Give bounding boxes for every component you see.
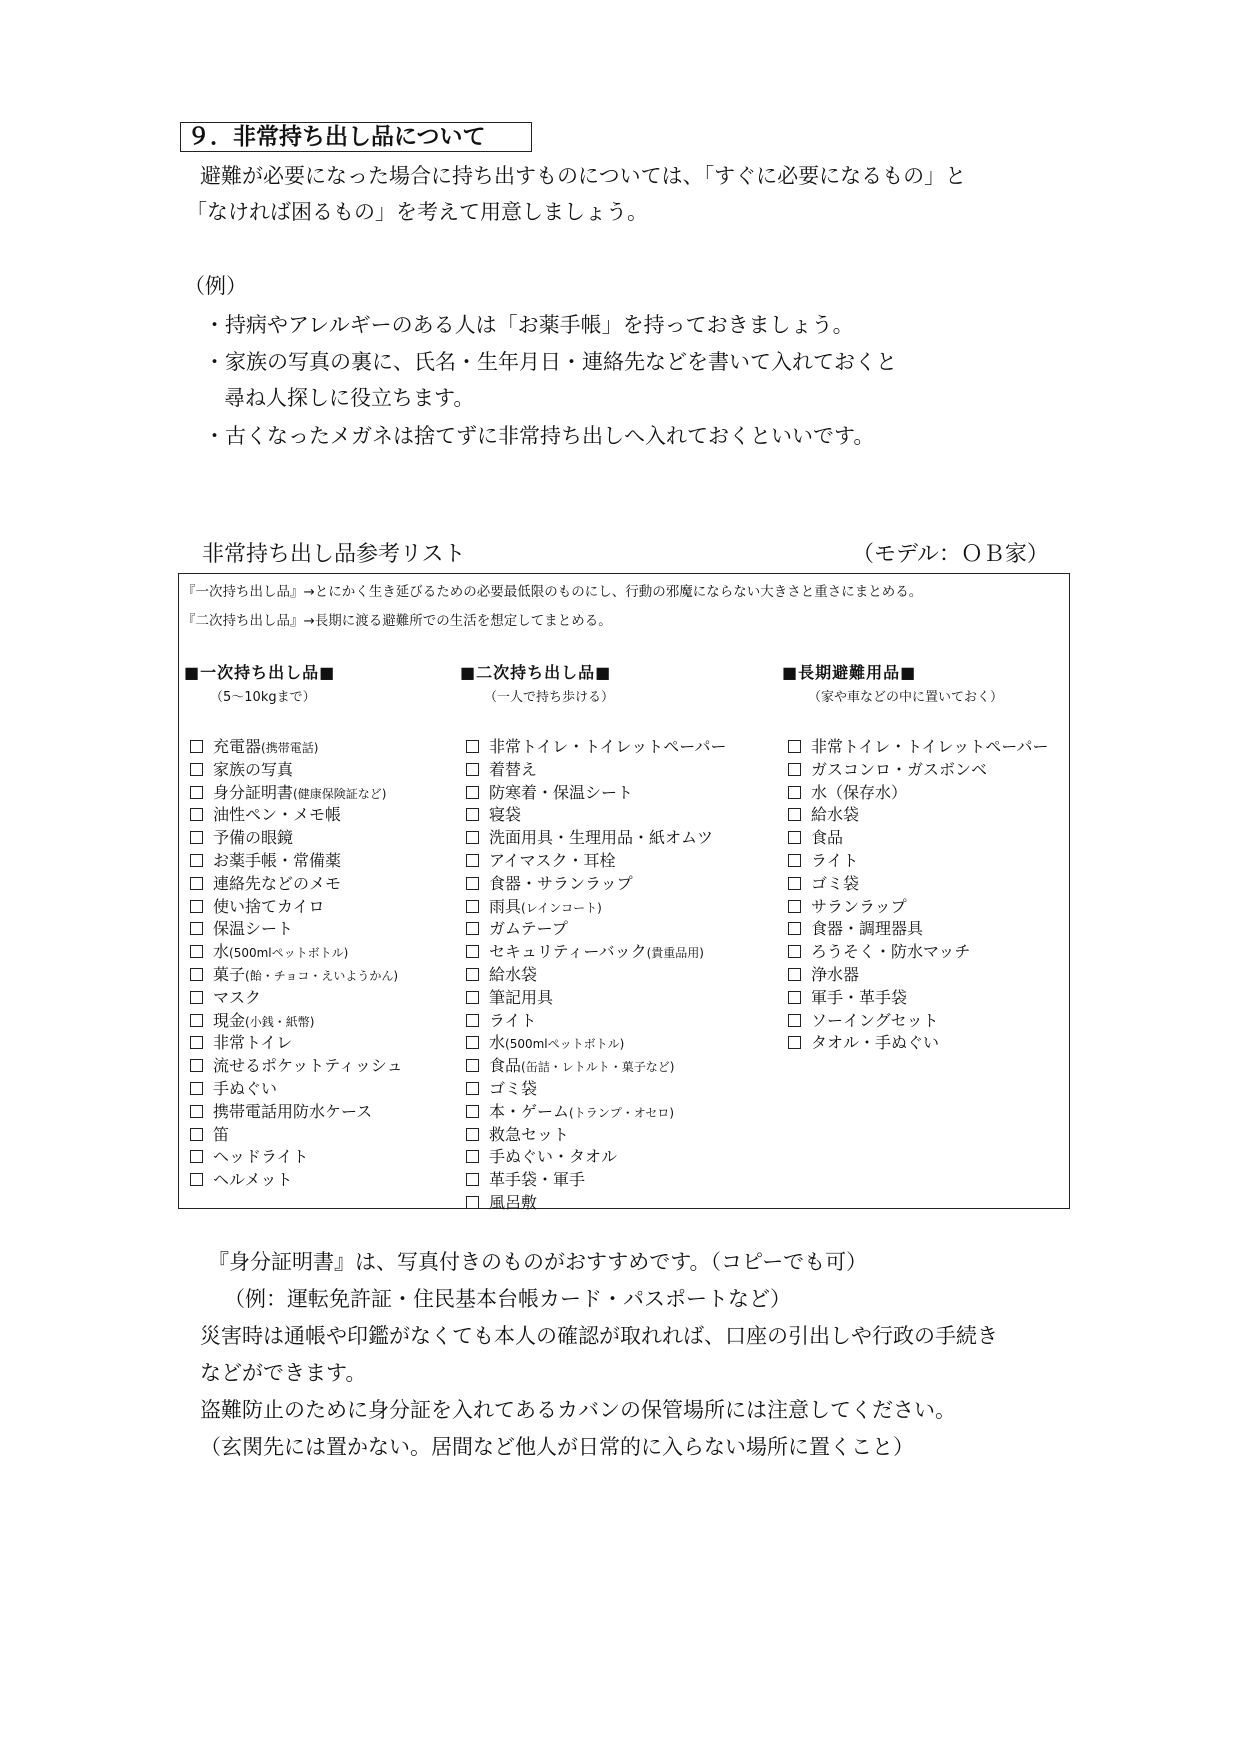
checklist-item[interactable] xyxy=(788,941,1048,964)
item-label: 食器・調理器具 xyxy=(811,919,924,939)
checklist-item[interactable] xyxy=(190,1055,403,1078)
item-label: 食器・サランラップ xyxy=(489,873,633,893)
checkbox[interactable] xyxy=(466,1059,479,1072)
checkbox[interactable] xyxy=(466,1082,479,1095)
checklist-item[interactable] xyxy=(788,782,1048,805)
item-label: 身分証明書 xyxy=(213,782,294,802)
checkbox[interactable] xyxy=(466,945,479,958)
item-label: 雨具 xyxy=(489,896,522,916)
item-label: ゴミ袋 xyxy=(811,873,860,893)
after-line-3: 災害時は通帳や印鑑がなくても本人の確認が取れれば、口座の引出しや行政の手続き xyxy=(200,1324,998,1348)
checklist-item[interactable] xyxy=(788,804,1048,827)
checklist-item[interactable] xyxy=(190,1078,403,1101)
after-line-6: （玄関先には置かない。居間など他人が日常的に入らない場所に置くこと） xyxy=(200,1435,914,1459)
checklist-item[interactable] xyxy=(788,873,1048,896)
item-label: 救急セット xyxy=(489,1124,570,1144)
item-label: 食品 xyxy=(489,1056,522,1076)
checklist-item[interactable] xyxy=(788,1032,1048,1055)
checkbox[interactable] xyxy=(466,854,479,867)
item-label: 現金 xyxy=(213,1010,246,1030)
item-label: ソーイングセット xyxy=(811,1010,939,1030)
after-line-1: 『身分証明書』は、写真付きのものがおすすめです。（コピーでも可） xyxy=(208,1250,868,1274)
example-bullet-3: ・古くなったメガネは捨てずに非常持ち出しへ入れておくといいです。 xyxy=(204,424,875,448)
item-label: ガムテープ xyxy=(489,919,568,939)
checkbox[interactable] xyxy=(190,877,203,890)
item-label: ゴミ袋 xyxy=(489,1078,538,1098)
item-label: 予備の眼鏡 xyxy=(213,828,294,848)
checklist-item[interactable] xyxy=(190,1146,403,1169)
item-label: 油性ペン・メモ帳 xyxy=(213,805,342,825)
item-label: 水（保存水） xyxy=(811,782,908,802)
item-note: (携帯電話) xyxy=(261,741,319,755)
checkbox[interactable] xyxy=(466,808,479,821)
checklist-item[interactable] xyxy=(466,1032,726,1055)
example-bullet-2-cont: 尋ね人探しに役立ちます。 xyxy=(224,386,475,410)
item-label: 携帯電話用防水ケース xyxy=(213,1101,373,1121)
item-label: 防寒着・保温シート xyxy=(489,782,634,802)
checklist-item[interactable] xyxy=(788,987,1048,1010)
checklist-item[interactable] xyxy=(788,850,1048,873)
item-note: (小銭・紙幣) xyxy=(245,1014,315,1029)
item-label: ヘッドライト xyxy=(213,1147,309,1167)
model-label: （モデル：ＯＢ家） xyxy=(852,542,1049,567)
checkbox[interactable] xyxy=(190,854,203,867)
checklist-item[interactable] xyxy=(466,782,726,805)
checklist-item[interactable] xyxy=(466,964,726,987)
checklist-item[interactable] xyxy=(466,804,726,827)
item-label: 手ぬぐい xyxy=(213,1078,278,1098)
col3-items xyxy=(788,736,1048,1055)
item-label: タオル・手ぬぐい xyxy=(811,1033,940,1053)
checkbox[interactable] xyxy=(190,900,203,913)
item-note: (レインコート) xyxy=(521,900,602,915)
item-label: 非常トイレ・トイレットペーパー xyxy=(489,737,727,756)
item-label: 連絡先などのメモ xyxy=(213,873,342,893)
checklist-item[interactable] xyxy=(190,1124,403,1147)
checklist-item[interactable] xyxy=(466,1055,726,1078)
checkbox[interactable] xyxy=(190,1082,203,1095)
checklist-item[interactable] xyxy=(190,1032,403,1055)
checkbox[interactable] xyxy=(466,740,479,753)
item-note: (健康保険証など) xyxy=(293,786,387,801)
checkbox[interactable] xyxy=(466,877,479,890)
item-label: ライト xyxy=(811,850,859,870)
note-primary: 『一次持ち出し品』→とにかく生き延びるための必要最低限のものにし、行動の邪魔にならない大きさと重さにまとめる。 xyxy=(182,584,923,600)
checklist-item[interactable] xyxy=(466,1078,726,1101)
intro-line-1: 避難が必要になった場合に持ち出すものについては、「すぐに必要になるもの」と xyxy=(200,164,967,188)
item-label: ガスコンロ・ガスボンベ xyxy=(811,759,988,779)
checkbox[interactable] xyxy=(466,900,479,913)
checkbox[interactable] xyxy=(466,1150,479,1163)
checkbox[interactable] xyxy=(190,1173,203,1186)
checklist-item[interactable] xyxy=(190,918,403,941)
checkbox[interactable] xyxy=(466,1036,479,1049)
item-note: (500mlペットボトル) xyxy=(229,946,349,961)
checkbox[interactable] xyxy=(190,1059,203,1072)
checklist-item[interactable] xyxy=(788,759,1048,782)
checkbox[interactable] xyxy=(190,1128,203,1141)
checklist-item[interactable] xyxy=(466,850,726,873)
section-title: ９．非常持ち出し品について xyxy=(180,122,532,152)
checkbox[interactable] xyxy=(190,945,203,958)
item-label: 充電器 xyxy=(213,737,262,756)
checklist-item[interactable] xyxy=(190,896,403,919)
col1-heading: ■一次持ち出し品■ xyxy=(184,663,336,682)
intro-line-2: 「なければ困るもの」を考えて用意しましょう。 xyxy=(186,200,648,224)
item-label: 筆記用具 xyxy=(489,987,554,1007)
item-label: 使い捨てカイロ xyxy=(213,896,325,916)
checklist-item[interactable] xyxy=(788,736,1048,759)
item-note: (缶詰・レトルト・菓子など) xyxy=(521,1060,675,1075)
col3-heading: ■長期避難用品■ xyxy=(782,663,917,682)
checklist-item[interactable] xyxy=(190,850,403,873)
note-secondary: 『二次持ち出し品』→長期に渡る避難所での生活を想定してまとめる。 xyxy=(182,613,612,629)
item-label: 風呂敷 xyxy=(489,1192,538,1212)
checklist-item[interactable] xyxy=(190,782,403,805)
checklist-item[interactable] xyxy=(190,941,403,964)
item-label: 寝袋 xyxy=(489,805,522,825)
checkbox[interactable] xyxy=(788,900,801,913)
checklist-item[interactable] xyxy=(466,918,726,941)
checkbox[interactable] xyxy=(788,740,801,753)
checklist-item[interactable] xyxy=(466,1101,726,1124)
checkbox[interactable] xyxy=(190,1036,203,1049)
example-bullet-1: ・持病やアレルギーのある人は「お薬手帳」を持っておきましょう。 xyxy=(204,313,854,337)
item-label: セキュリティーバック xyxy=(489,942,647,962)
checklist-item[interactable] xyxy=(466,1169,726,1192)
checkbox[interactable] xyxy=(788,808,801,821)
checklist-item[interactable] xyxy=(788,918,1048,941)
checklist-item[interactable] xyxy=(466,759,726,782)
checkbox[interactable] xyxy=(466,1105,479,1118)
after-line-5: 盗難防止のために身分証を入れてあるカバンの保管場所には注意してください。 xyxy=(200,1398,956,1422)
item-label: 流せるポケットティッシュ xyxy=(213,1056,403,1076)
checklist-item[interactable] xyxy=(788,1010,1048,1033)
col1-items xyxy=(190,736,403,1192)
checkbox[interactable] xyxy=(788,763,801,776)
item-label: 水 xyxy=(213,942,230,962)
item-label: マスク xyxy=(213,987,262,1007)
checklist-item[interactable] xyxy=(190,873,403,896)
example-label: （例） xyxy=(184,274,247,298)
checklist-item[interactable] xyxy=(788,896,1048,919)
item-label: 本・ゲーム xyxy=(489,1101,570,1121)
checkbox[interactable] xyxy=(190,991,203,1004)
item-note: (トランプ・オセロ) xyxy=(569,1105,675,1120)
item-label: ヘルメット xyxy=(213,1170,293,1190)
item-note: (貴重品用) xyxy=(646,946,704,961)
item-label: 革手袋・軍手 xyxy=(489,1170,586,1190)
item-label: 洗面用具・生理用品・紙オムツ xyxy=(489,828,714,848)
checkbox[interactable] xyxy=(788,854,801,867)
checklist-item[interactable] xyxy=(466,1010,726,1033)
checklist-item[interactable] xyxy=(788,964,1048,987)
item-label: アイマスク・耳栓 xyxy=(489,850,616,870)
checkbox[interactable] xyxy=(190,968,203,981)
checkbox[interactable] xyxy=(788,991,801,1004)
col2-heading: ■二次持ち出し品■ xyxy=(460,663,612,682)
checkbox[interactable] xyxy=(788,968,801,981)
checklist-item[interactable] xyxy=(190,1010,403,1033)
checklist-item[interactable] xyxy=(466,873,726,896)
checkbox[interactable] xyxy=(466,922,479,935)
checklist-item[interactable] xyxy=(190,964,403,987)
checkbox[interactable] xyxy=(788,1014,801,1027)
checkbox[interactable] xyxy=(788,945,801,958)
checklist-item[interactable] xyxy=(466,1124,726,1147)
col1-sub: （5～10kgまで） xyxy=(210,690,316,705)
col2-sub: （一人で持ち歩ける） xyxy=(484,690,615,705)
checkbox[interactable] xyxy=(466,1173,479,1186)
checkbox[interactable] xyxy=(788,877,801,890)
checkbox[interactable] xyxy=(788,922,801,935)
item-label: ろうそく・防水マッチ xyxy=(811,942,971,962)
item-label: 家族の写真 xyxy=(213,759,294,779)
item-label: 非常トイレ xyxy=(213,1033,293,1053)
item-label: ライト xyxy=(489,1010,537,1030)
checklist-item[interactable] xyxy=(190,759,403,782)
checkbox[interactable] xyxy=(466,786,479,799)
checkbox[interactable] xyxy=(466,1014,479,1027)
item-label: 保温シート xyxy=(213,919,294,939)
col3-sub: （家や車などの中に置いておく） xyxy=(808,690,1004,705)
checklist-item[interactable] xyxy=(788,827,1048,850)
checkbox[interactable] xyxy=(190,831,203,844)
checklist-item[interactable] xyxy=(466,827,726,850)
checkbox[interactable] xyxy=(190,740,203,753)
checklist-item[interactable] xyxy=(466,987,726,1010)
checkbox[interactable] xyxy=(190,1105,203,1118)
item-label: お薬手帳・常備薬 xyxy=(213,850,342,870)
item-label: 非常トイレ・トイレットペーパー xyxy=(811,737,1049,756)
list-title: 非常持ち出し品参考リスト xyxy=(202,542,466,567)
checklist-item[interactable] xyxy=(190,987,403,1010)
checkbox[interactable] xyxy=(466,991,479,1004)
item-label: 笛 xyxy=(213,1124,230,1144)
checkbox[interactable] xyxy=(788,1036,801,1049)
checkbox[interactable] xyxy=(190,1014,203,1027)
checkbox[interactable] xyxy=(466,968,479,981)
item-label: サランラップ xyxy=(811,896,907,916)
checkbox[interactable] xyxy=(190,763,203,776)
checkbox[interactable] xyxy=(466,1196,479,1209)
checklist-item[interactable] xyxy=(466,896,726,919)
checkbox[interactable] xyxy=(190,808,203,821)
checkbox[interactable] xyxy=(788,831,801,844)
item-label: 浄水器 xyxy=(811,964,860,984)
checkbox[interactable] xyxy=(190,1150,203,1163)
example-bullet-2: ・家族の写真の裏に、氏名・生年月日・連絡先などを書いて入れておくと xyxy=(204,350,897,374)
checklist-item[interactable] xyxy=(466,736,726,759)
checkbox[interactable] xyxy=(190,786,203,799)
item-note: (飴・チョコ・えいようかん) xyxy=(245,968,399,983)
checklist-item[interactable] xyxy=(466,941,726,964)
after-line-2: （例：運転免許証・住民基本台帳カード・パスポートなど） xyxy=(224,1287,791,1311)
item-label: 手ぬぐい・タオル xyxy=(489,1147,618,1167)
item-label: 着替え xyxy=(489,759,538,779)
item-label: 菓子 xyxy=(213,964,246,984)
checklist-item[interactable] xyxy=(466,1146,726,1169)
item-label: 給水袋 xyxy=(489,964,538,984)
checklist-item[interactable] xyxy=(190,827,403,850)
item-label: 食品 xyxy=(811,828,844,848)
checkbox[interactable] xyxy=(788,786,801,799)
checklist-item[interactable] xyxy=(190,804,403,827)
checklist-item[interactable] xyxy=(190,736,403,759)
item-label: 水 xyxy=(489,1033,506,1053)
after-line-4: などができます。 xyxy=(200,1361,367,1385)
item-note: (500mlペットボトル) xyxy=(505,1037,625,1052)
checkbox[interactable] xyxy=(190,922,203,935)
checkbox[interactable] xyxy=(466,1128,479,1141)
checkbox[interactable] xyxy=(466,831,479,844)
item-label: 軍手・革手袋 xyxy=(811,987,908,1007)
checklist-item[interactable] xyxy=(466,1192,726,1215)
item-label: 給水袋 xyxy=(811,805,860,825)
checkbox[interactable] xyxy=(466,763,479,776)
checklist-item[interactable] xyxy=(190,1169,403,1192)
checklist-item[interactable] xyxy=(190,1101,403,1124)
col2-items xyxy=(466,736,726,1215)
